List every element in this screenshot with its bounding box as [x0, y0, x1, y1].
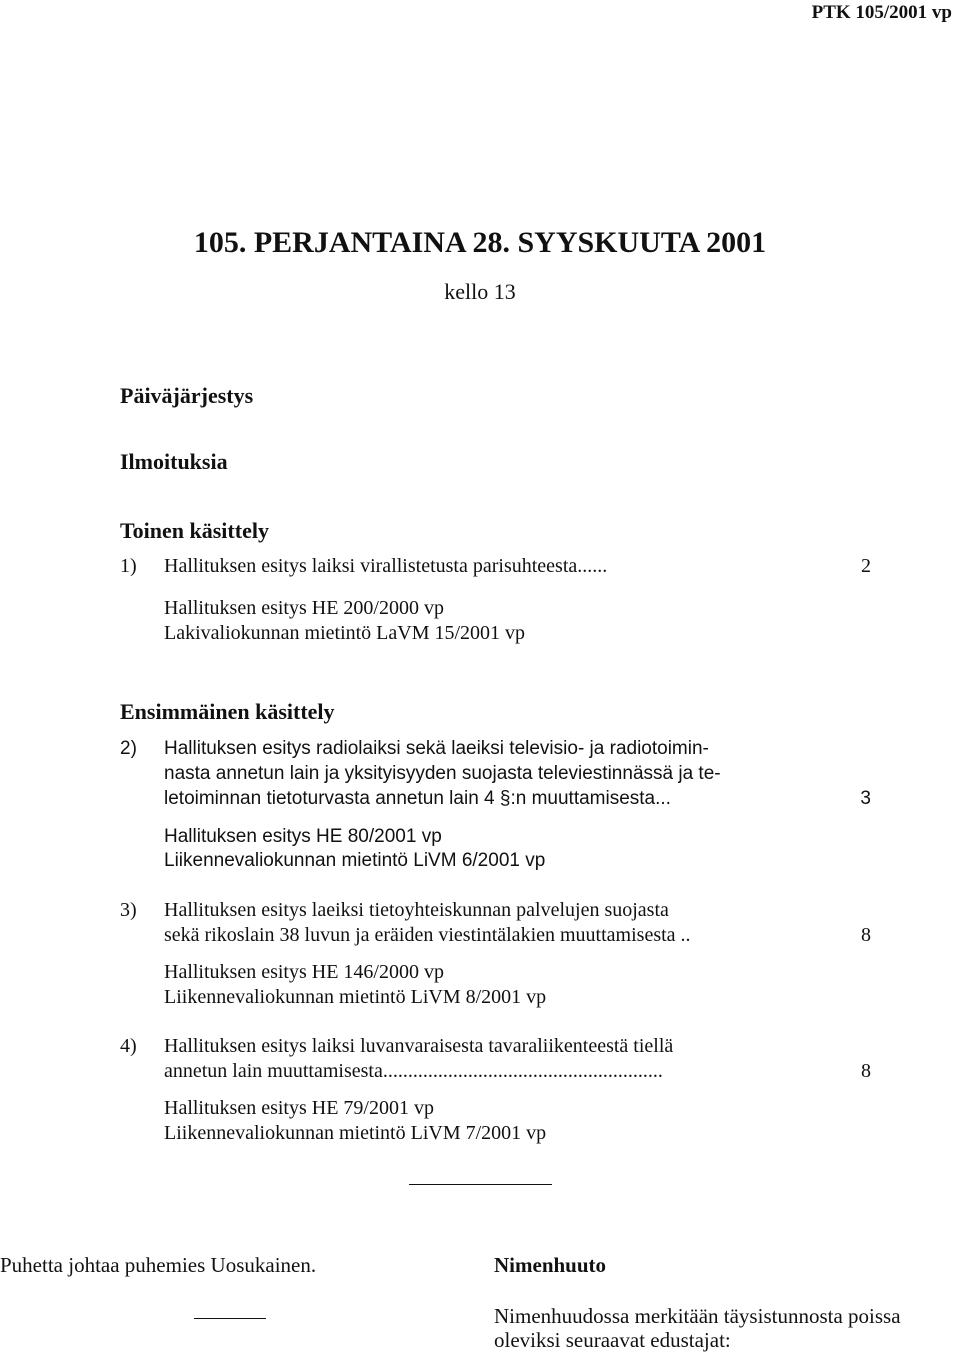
item-number: 1) [120, 555, 137, 577]
item-page-number: 3 [860, 788, 871, 809]
item-title-line: Hallituksen esitys radiolaiksi sekä laeiksi televisio- ja radiotoimin- [164, 738, 709, 759]
document-code: PTK 105/2001 vp [811, 2, 952, 23]
first-reading-heading: Ensimmäinen käsittely [120, 699, 335, 724]
announcements-heading: Ilmoituksia [120, 449, 228, 474]
item-page-number: 8 [861, 1060, 871, 1082]
short-divider [194, 1318, 266, 1319]
item-reference: Liikennevaliokunnan mietintö LiVM 7/2001 vp [164, 1122, 547, 1144]
item-reference: Lakivaliokunnan mietintö LaVM 15/2001 vp [164, 622, 526, 644]
item-title-line: letoiminnan tietoturvasta annetun lain 4 §:n muuttamisesta... [164, 788, 671, 809]
item-title-line: sekä rikoslain 38 luvun ja eräiden viestintälakien muuttamisesta .. [164, 924, 691, 946]
session-time: kello 13 [444, 279, 516, 304]
item-reference: Hallituksen esitys HE 146/2000 vp [164, 961, 444, 983]
item-reference: Hallituksen esitys HE 79/2001 vp [164, 1097, 434, 1119]
second-reading-heading: Toinen käsittely [120, 518, 269, 543]
item-reference: Liikennevaliokunnan mietintö LiVM 8/2001 vp [164, 986, 547, 1008]
item-number: 4) [120, 1035, 137, 1057]
item-reference: Liikennevaliokunnan mietintö LiVM 6/2001 vp [164, 850, 546, 871]
item-page-number: 8 [861, 924, 871, 946]
section-divider [409, 1184, 552, 1185]
item-number: 2) [120, 738, 137, 759]
rollcall-heading: Nimenhuuto [494, 1253, 607, 1277]
item-reference: Hallituksen esitys HE 200/2000 vp [164, 597, 444, 619]
item-number: 3) [120, 899, 137, 921]
item-title-line: Hallituksen esitys laeiksi tietoyhteiskunnan palvelujen suojasta [164, 899, 669, 921]
item-title-line: Hallituksen esitys laiksi virallistetusta parisuhteesta...... [164, 555, 608, 577]
item-title-line: annetun lain muuttamisesta........................................................ [164, 1060, 663, 1082]
item-title-line: nasta annetun lain ja yksityisyyden suojasta televiestinnässä ja te- [164, 763, 721, 784]
item-reference: Hallituksen esitys HE 80/2001 vp [164, 826, 442, 847]
item-page-number: 2 [861, 555, 871, 577]
chair-statement: Puhetta johtaa puhemies Uosukainen. [0, 1253, 317, 1277]
page-title: 105. PERJANTAINA 28. SYYSKUUTA 2001 [193, 226, 767, 259]
agenda-heading: Päiväjärjestys [120, 383, 254, 408]
item-title-line: Hallituksen esitys laiksi luvanvaraisesta tavaraliikenteestä tiellä [164, 1035, 674, 1057]
rollcall-text-line: oleviksi seuraavat edustajat: [494, 1328, 731, 1352]
rollcall-text-line: Nimenhuudossa merkitään täysistunnosta poissa [494, 1304, 901, 1328]
